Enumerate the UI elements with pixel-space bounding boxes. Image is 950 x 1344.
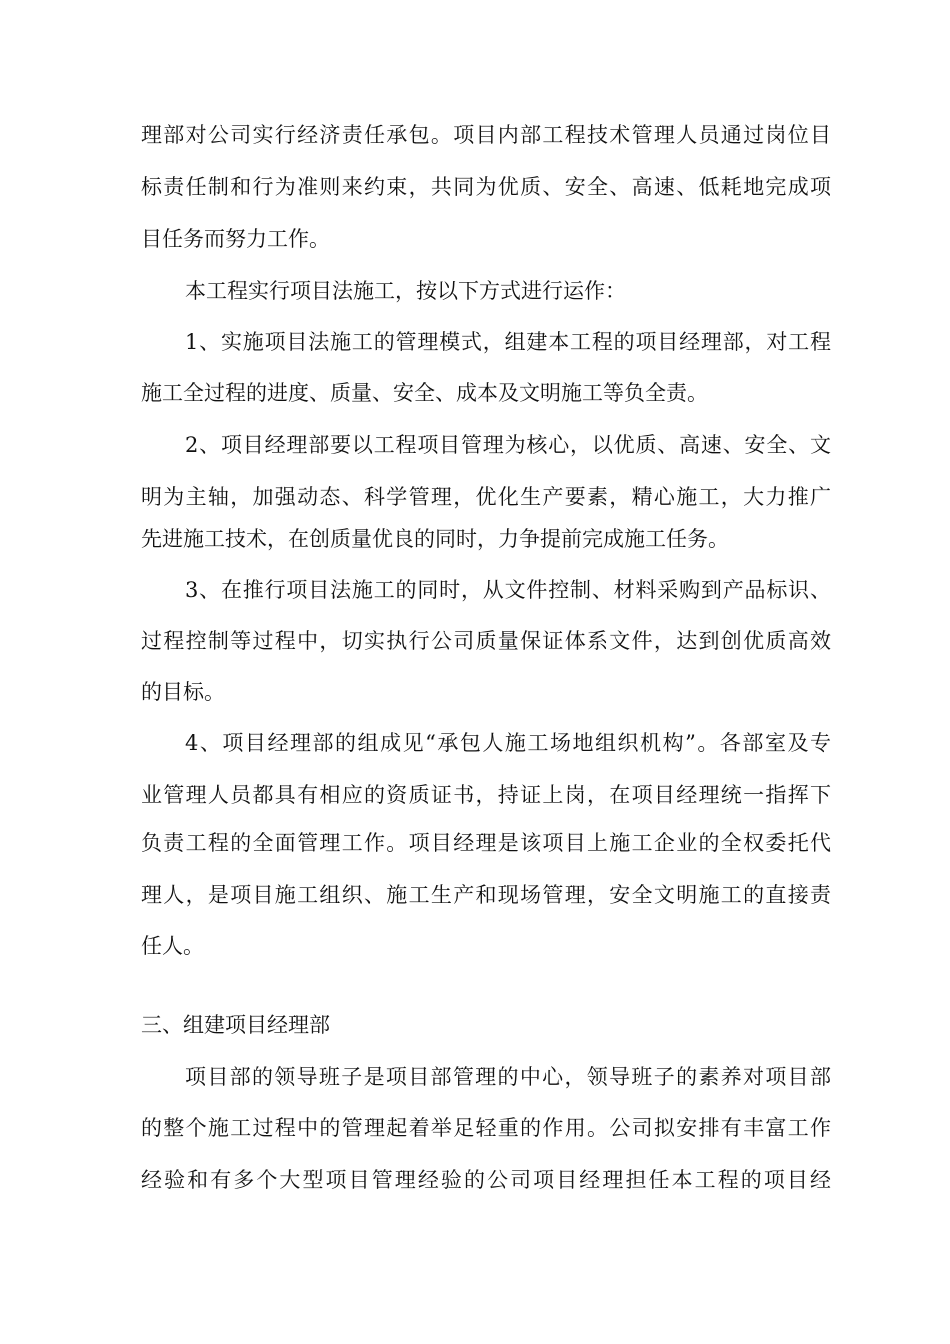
text-line: 负责工程的全面管理工作。项目经理是该项目上施工企业的全权委托代	[141, 831, 831, 855]
text-line: 明为主轴，加强动态、科学管理，优化生产要素，精心施工，大力推广	[141, 485, 831, 509]
text-line: 目任务而努力工作。	[141, 227, 330, 251]
text-line: 任人。	[141, 934, 204, 958]
text-line: 过程控制等过程中，切实执行公司质量保证体系文件，达到创优质高效	[141, 629, 831, 653]
section-heading: 三、组建项目经理部	[141, 1013, 330, 1037]
text-line: 的整个施工过程中的管理起着举足轻重的作用。公司拟安排有丰富工作	[141, 1116, 831, 1140]
text-line: 施工全过程的进度、质量、安全、成本及文明施工等负全责。	[141, 381, 708, 405]
text-line: 本工程实行项目法施工，按以下方式进行运作：	[185, 279, 626, 303]
text-line: 3、在推行项目法施工的同时，从文件控制、材料采购到产品标识、	[185, 578, 831, 602]
text-line: 4、项目经理部的组成见“承包人施工场地组织机构”。各部室及专	[185, 731, 831, 755]
text-line: 2、项目经理部要以工程项目管理为核心，以优质、高速、安全、文	[185, 433, 831, 457]
text-line: 先进施工技术，在创质量优良的同时，力争提前完成施工任务。	[141, 527, 729, 551]
text-line: 的目标。	[141, 680, 225, 704]
text-line: 理部对公司实行经济责任承包。项目内部工程技术管理人员通过岗位目	[141, 123, 831, 147]
text-line: 项目部的领导班子是项目部管理的中心，领导班子的素养对项目部	[185, 1065, 831, 1089]
text-line: 业管理人员都具有相应的资质证书，持证上岗，在项目经理统一指挥下	[141, 783, 831, 807]
text-line: 标责任制和行为准则来约束，共同为优质、安全、高速、低耗地完成项	[141, 175, 831, 199]
text-line: 理人，是项目施工组织、施工生产和现场管理，安全文明施工的直接责	[141, 883, 831, 907]
text-line: 经验和有多个大型项目管理经验的公司项目经理担任本工程的项目经	[141, 1168, 831, 1192]
text-line: 1、实施项目法施工的管理模式，组建本工程的项目经理部，对工程	[185, 330, 831, 354]
